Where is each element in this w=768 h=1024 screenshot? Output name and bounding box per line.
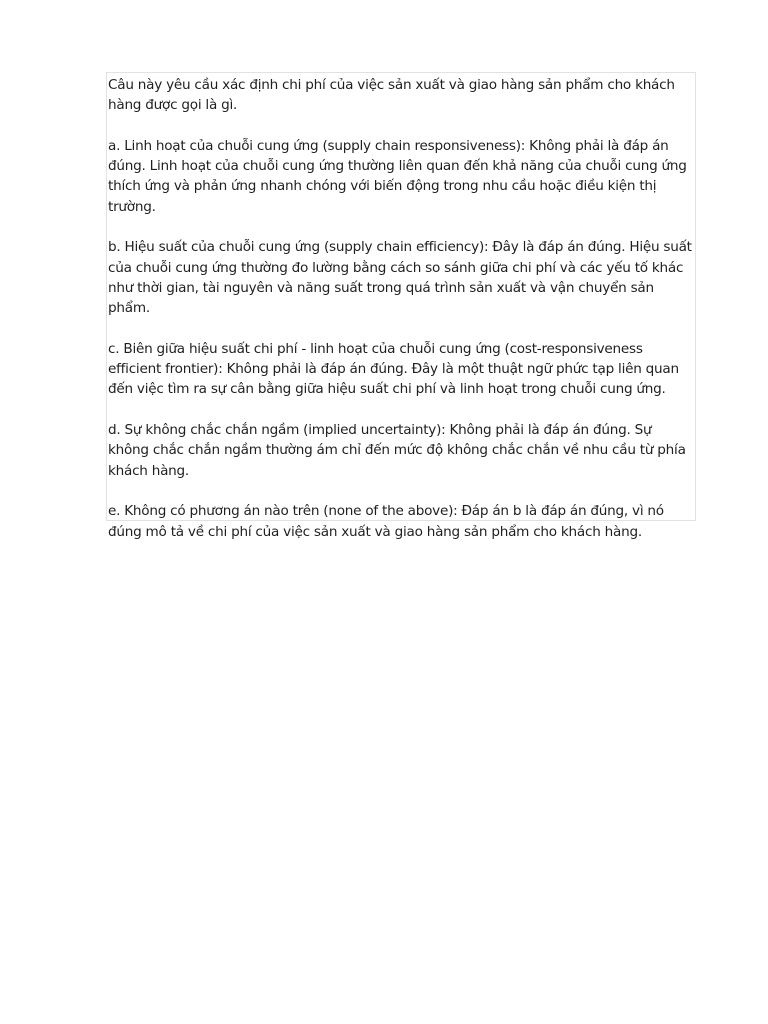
option-a-paragraph: a. Linh hoạt của chuỗi cung ứng (supply chain responsiveness): Không phải là đáp án đúng. Linh hoạt của chuỗi cung ứng thường liên quan đến khả năng của chuỗi cung ứng thích ứng và phản ứng nhanh chóng với biến động trong nhu cầu hoặc điều kiện thị trường. [108,137,687,215]
option-e-paragraph: e. Không có phương án nào trên (none of the above): Đáp án b là đáp án đúng, vì nó đúng mô tả về chi phí của việc sản xuất và giao hàng sản phẩm cho khách hàng. [108,503,664,540]
question-paragraph: Câu này yêu cầu xác định chi phí của việc sản xuất và giao hàng sản phẩm cho khách hàng được gọi là gì. [108,77,675,114]
answer-text-box [106,72,696,540]
option-d-paragraph: d. Sự không chắc chắn ngầm (implied uncertainty): Không phải là đáp án đúng. Sự không chắc chắn ngầm thường ám chỉ đến mức độ không chắc chắn về nhu cầu từ phía khách hàng. [108,422,686,479]
option-c-paragraph: c. Biên giữa hiệu suất chi phí - linh hoạt của chuỗi cung ứng (cost-responsiveness efficient frontier): Không phải là đáp án đúng. Đây là một thuật ngữ phức tạp liên quan đến việc tìm ra sự cân bằng giữa hiệu suất chi phí và linh hoạt trong chuỗi cung ứng. [108,340,679,398]
option-b-paragraph: b. Hiệu suất của chuỗi cung ứng (supply chain efficiency): Đây là đáp án đúng. Hiệu suất của chuỗi cung ứng thường đo lường bằng cách so sánh giữa chi phí và các yếu tố khác như thời gian, tài nguyên và năng suất trong quá trình sản xuất và vận chuyển sản phẩm. [108,239,692,317]
